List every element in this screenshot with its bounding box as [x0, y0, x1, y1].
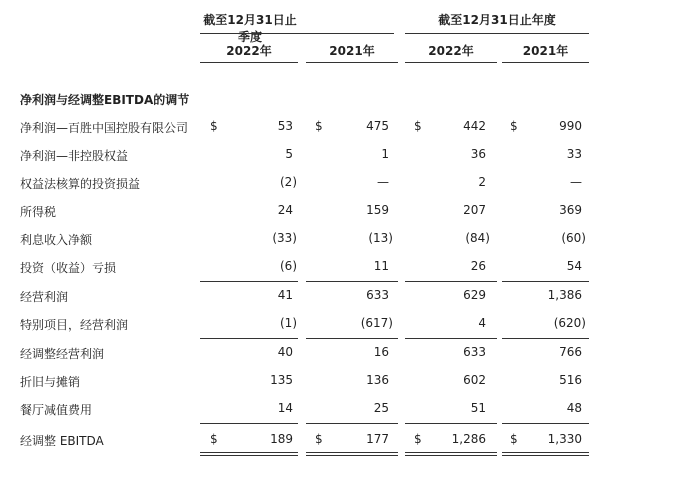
cell-value: 33 — [566, 147, 582, 161]
total-double-rule — [405, 452, 497, 453]
cell-value: — — [377, 175, 389, 189]
dollar-sign: $ — [210, 432, 218, 446]
cell-value: 189 — [270, 432, 293, 446]
subtotal-rule — [502, 338, 589, 339]
cell-value: 136 — [366, 373, 389, 387]
subtotal-rule — [200, 423, 298, 424]
cell-value: 54 — [566, 259, 582, 273]
cell-value: 2 — [478, 175, 486, 189]
cell-value: 16 — [373, 345, 389, 359]
total-double-rule — [306, 455, 398, 456]
cell-value: 207 — [463, 203, 486, 217]
col-rule — [405, 62, 497, 63]
cell-value: 177 — [366, 432, 389, 446]
cell-value: 40 — [277, 345, 293, 359]
cell-value: (84) — [465, 231, 490, 245]
row-label: 经调整 EBITDA — [20, 434, 104, 448]
subtotal-rule — [306, 281, 398, 282]
row-label: 权益法核算的投资损益 — [20, 177, 141, 191]
total-double-rule — [200, 455, 298, 456]
cell-value: (33) — [272, 231, 297, 245]
subtotal-rule — [405, 281, 497, 282]
dollar-sign: $ — [414, 119, 422, 133]
cell-value: 602 — [463, 373, 486, 387]
dollar-sign: $ — [315, 432, 323, 446]
row-label: 经调整经营利润 — [20, 347, 105, 361]
cell-value: 633 — [366, 288, 389, 302]
cell-value: 990 — [559, 119, 582, 133]
row-label: 所得税 — [20, 205, 57, 219]
cell-value: (620) — [553, 316, 586, 330]
year-group-rule — [405, 33, 589, 34]
cell-value: 14 — [277, 401, 293, 415]
cell-value: 442 — [463, 119, 486, 133]
total-double-rule — [306, 452, 398, 453]
cell-value: 1,286 — [451, 432, 486, 446]
cell-value: 516 — [559, 373, 582, 387]
row-label: 特别项目，经营利润 — [20, 318, 129, 332]
row-label: 净利润—百胜中国控股有限公司 — [20, 121, 189, 135]
cell-value: (1) — [280, 316, 297, 330]
dollar-sign: $ — [510, 432, 518, 446]
cell-value: 5 — [285, 147, 293, 161]
cell-value: 25 — [373, 401, 389, 415]
col-header-q2022: 2022年 — [226, 44, 272, 58]
cell-value: 24 — [277, 203, 293, 217]
cell-value: 41 — [277, 288, 293, 302]
subtotal-rule — [502, 281, 589, 282]
total-double-rule — [502, 452, 589, 453]
col-header-y2022: 2022年 — [428, 44, 474, 58]
col-header-y2021: 2021年 — [522, 44, 569, 58]
row-label: 餐厅减值费用 — [20, 403, 93, 417]
total-double-rule — [405, 455, 497, 456]
dollar-sign: $ — [315, 119, 323, 133]
section-title: 净利润与经调整EBITDA的调节 — [20, 93, 190, 107]
row-label: 净利润—非控股权益 — [20, 149, 129, 163]
cell-value: 766 — [559, 345, 582, 359]
cell-value: 51 — [470, 401, 486, 415]
cell-value: 369 — [559, 203, 582, 217]
cell-value: 159 — [366, 203, 389, 217]
cell-value: 1,386 — [547, 288, 582, 302]
subtotal-rule — [405, 338, 497, 339]
subtotal-rule — [405, 423, 497, 424]
total-double-rule — [200, 452, 298, 453]
col-header-q2021: 2021年 — [329, 44, 375, 58]
cell-value: (6) — [280, 259, 297, 273]
col-rule — [200, 62, 298, 63]
row-label: 折旧与摊销 — [20, 375, 81, 389]
cell-value: (617) — [360, 316, 393, 330]
subtotal-rule — [200, 281, 298, 282]
col-rule — [306, 62, 398, 63]
row-label: 投资（收益）亏损 — [20, 261, 117, 275]
subtotal-rule — [306, 338, 398, 339]
cell-value: 1 — [381, 147, 389, 161]
dollar-sign: $ — [510, 119, 518, 133]
cell-value: 26 — [470, 259, 486, 273]
cell-value: (2) — [280, 175, 297, 189]
cell-value: 1,330 — [547, 432, 582, 446]
subtotal-rule — [502, 423, 589, 424]
dollar-sign: $ — [210, 119, 218, 133]
row-label: 利息收入净额 — [20, 233, 93, 247]
cell-value: 53 — [277, 119, 293, 133]
total-double-rule — [502, 455, 589, 456]
cell-value: 475 — [366, 119, 389, 133]
cell-value: — — [570, 175, 582, 189]
subtotal-rule — [306, 423, 398, 424]
cell-value: (60) — [561, 231, 586, 245]
cell-value: 135 — [270, 373, 293, 387]
dollar-sign: $ — [414, 432, 422, 446]
quarter-group-header: 截至12月31日止季度 — [203, 13, 297, 44]
cell-value: 11 — [373, 259, 389, 273]
subtotal-rule — [200, 338, 298, 339]
cell-value: 36 — [470, 147, 486, 161]
cell-value: (13) — [368, 231, 393, 245]
cell-value: 48 — [566, 401, 582, 415]
row-label: 经营利润 — [20, 290, 69, 304]
year-group-header: 截至12月31日止年度 — [438, 13, 556, 27]
cell-value: 629 — [463, 288, 486, 302]
col-rule — [502, 62, 589, 63]
cell-value: 633 — [463, 345, 486, 359]
cell-value: 4 — [478, 316, 486, 330]
quarter-group-rule — [200, 33, 394, 34]
